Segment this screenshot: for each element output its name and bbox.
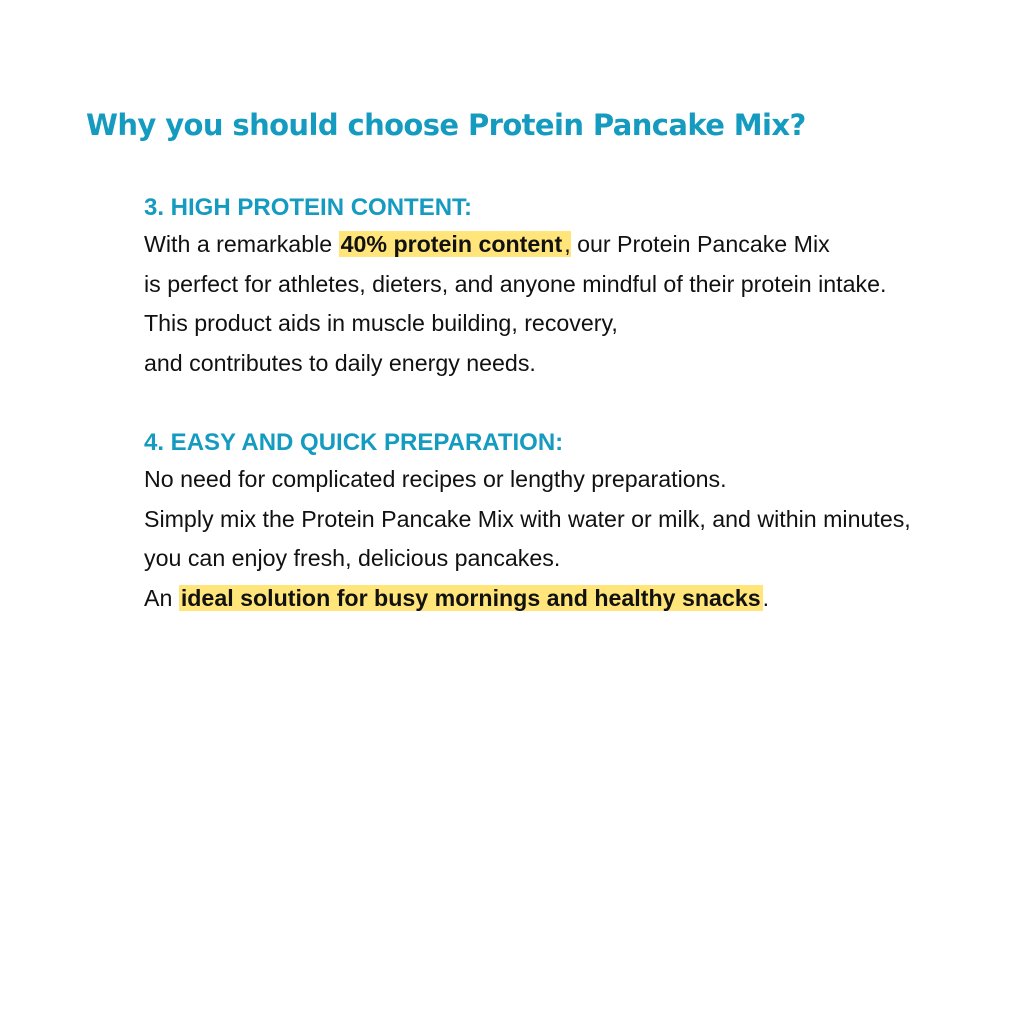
- page-title: Why you should choose Protein Pancake Mix?: [86, 108, 806, 142]
- paragraph-line: Simply mix the Protein Pancake Mix with water or milk, and within minutes,: [144, 505, 911, 532]
- text-segment: .: [762, 584, 770, 611]
- paragraph-line: you can enjoy fresh, delicious pancakes.: [144, 545, 561, 571]
- highlighted-phrase: [339, 231, 571, 257]
- paragraph-line: This product aids in muscle building, recovery,: [144, 310, 618, 336]
- highlight-comma: ,: [564, 231, 571, 257]
- paragraph-line: and contributes to daily energy needs.: [144, 349, 536, 376]
- text-segment: With a remarkable: [144, 231, 339, 257]
- section-heading: 4. EASY AND QUICK PREPARATION:: [144, 429, 564, 456]
- paragraph-line: [144, 225, 1024, 265]
- section-heading: 3. HIGH PROTEIN CONTENT:: [144, 194, 473, 221]
- highlighted-phrase: ideal solution for busy mornings and healthy snacks: [180, 584, 761, 611]
- paragraph-line: [144, 579, 1024, 619]
- highlight-text: 40% protein content: [340, 231, 563, 257]
- paragraph-line: is perfect for athletes, dieters, and anyone mindful of their protein intake.: [144, 270, 887, 297]
- text-segment: An: [144, 584, 179, 611]
- paragraph-line: No need for complicated recipes or lengthy preparations.: [144, 466, 727, 492]
- section-high-protein-content: [144, 191, 1024, 383]
- text-segment: our Protein Pancake Mix: [570, 231, 830, 257]
- section-easy-quick-preparation: [144, 426, 1024, 618]
